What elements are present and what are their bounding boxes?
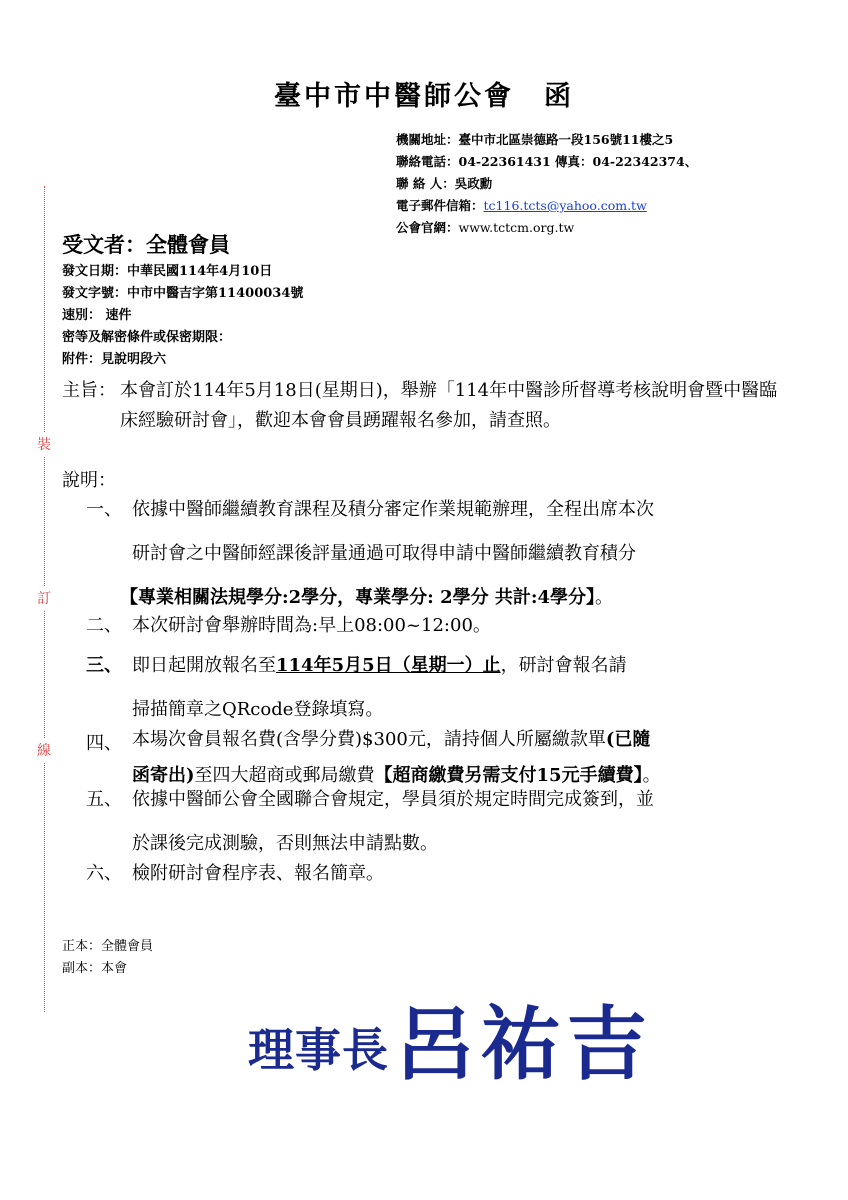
contact-person-row xyxy=(396,173,697,195)
signature-name: 呂祐吉 xyxy=(394,998,653,1091)
subject-section xyxy=(62,376,792,436)
doc-number-row xyxy=(62,283,303,305)
email-link[interactable]: tc116.tcts@yahoo.com.tw xyxy=(483,198,647,213)
item-1-line-2: 研討會之中醫師經課後評量通過可取得申請中醫師繼續教育積分 xyxy=(132,543,636,564)
subject-label: 主旨： xyxy=(62,380,116,401)
secrecy-label: 密等及解密條件或保密期限： xyxy=(62,330,232,345)
secrecy-row xyxy=(62,327,303,349)
contact-person-label: 聯 絡 人： xyxy=(396,176,455,191)
item-number: 三、 xyxy=(86,655,122,676)
item-number: 四、 xyxy=(86,733,122,754)
item-4-bold-1: (已隨 xyxy=(605,729,651,750)
item-4-mid: 至四大超商或郵局繳費 xyxy=(194,765,375,786)
signature-title: 理事長 xyxy=(248,1023,389,1077)
address-label: 機關地址： xyxy=(396,132,459,147)
item-3-tail: ，研討會報名請 xyxy=(500,655,627,676)
original-recipient: 正本：全體會員 xyxy=(62,939,154,954)
attachment-label: 附件： xyxy=(62,352,102,367)
explanation-label: 說明： xyxy=(62,470,116,491)
item-4-lead: 本場次會員報名費(含學分費)$300元，請持個人所屬繳款單 xyxy=(132,729,606,750)
recipient: 受文者：全體會員 xyxy=(62,233,230,257)
website-row xyxy=(396,217,697,239)
phone-value: 04-22361431 傳真：04-22342374、 xyxy=(458,154,698,169)
item-2-text: 本次研討會舉辦時間為:早上08:00~12:00。 xyxy=(132,615,491,636)
convenience-store-fee-note: 【超商繳費另需支付15元手續費】 xyxy=(374,765,643,786)
document-title: 臺中市中醫師公會 函 xyxy=(274,81,574,112)
document-meta xyxy=(62,261,303,371)
doc-number: 中市中醫吉字第11400034號 xyxy=(127,286,304,301)
speed-value: 速件 xyxy=(101,308,132,323)
contact-person-value: 吳政勳 xyxy=(454,176,493,191)
email-label: 電子郵件信箱： xyxy=(396,198,484,213)
item-6-text: 檢附研討會程序表、報名簡章。 xyxy=(132,863,384,884)
item-number: 一、 xyxy=(86,499,122,520)
issue-date: 中華民國114年4月10日 xyxy=(127,264,273,279)
item-5-line-2: 於課後完成測驗，否則無法申請點數。 xyxy=(132,833,438,854)
item-1-line-1: 依據中醫師繼續教育課程及積分審定作業規範辦理，全程出席本次 xyxy=(132,499,654,520)
copy-recipient: 副本：本會 xyxy=(62,961,128,976)
item-1-end: 。 xyxy=(595,587,614,608)
signature-stamp xyxy=(248,980,653,1095)
address-row xyxy=(396,129,697,151)
website-value: www.tctcm.org.tw xyxy=(458,220,575,235)
email-row xyxy=(396,195,697,217)
item-number: 五、 xyxy=(86,789,122,810)
explanation-item-1 xyxy=(86,488,798,620)
registration-deadline: 114年5月5日（星期一）止 xyxy=(276,655,501,676)
item-4-bold-2: 函寄出) xyxy=(132,765,195,786)
phone-label: 聯絡電話： xyxy=(396,154,459,169)
website-label: 公會官網： xyxy=(396,220,459,235)
speed-label: 速別： xyxy=(62,308,102,323)
attachment-value: 見說明段六 xyxy=(101,352,167,367)
subject-text: 本會訂於114年5月18日(星期日)，舉辦「114年中醫診所督導考核說明會暨中醫臨床經驗研討會」，歡迎本會會員踴躍報名參加，請查照。 xyxy=(120,380,778,431)
contact-block xyxy=(396,129,697,239)
explanation-item-2 xyxy=(86,604,798,648)
binding-mark-zhuang: 裝 xyxy=(37,432,51,456)
issue-date-label: 發文日期： xyxy=(62,264,128,279)
phone-row xyxy=(396,151,697,173)
binding-mark-ding: 訂 xyxy=(37,586,51,610)
address-value: 臺中市北區崇德路一段156號11樓之5 xyxy=(458,132,674,147)
item-number: 六、 xyxy=(86,863,122,884)
item-3-lead: 即日起開放報名至 xyxy=(132,655,276,676)
issue-date-row xyxy=(62,261,303,283)
distribution-list xyxy=(62,936,153,980)
item-number: 二、 xyxy=(86,615,122,636)
binding-mark-xian: 線 xyxy=(37,738,51,762)
speed-row xyxy=(62,305,303,327)
explanation-item-6 xyxy=(86,852,798,896)
credit-summary: 【專業相關法規學分:2學分，專業學分: 2學分 共計:4學分】 xyxy=(120,587,596,608)
doc-number-label: 發文字號： xyxy=(62,286,128,301)
explanation-item-3 xyxy=(86,644,798,732)
item-3-line-2: 掃描簡章之QRcode登錄填寫。 xyxy=(132,699,384,720)
item-5-line-1: 依據中醫師公會全國聯合會規定，學員須於規定時間完成簽到，並 xyxy=(132,789,654,810)
attachment-row xyxy=(62,349,303,371)
item-4-end: 。 xyxy=(642,765,661,786)
